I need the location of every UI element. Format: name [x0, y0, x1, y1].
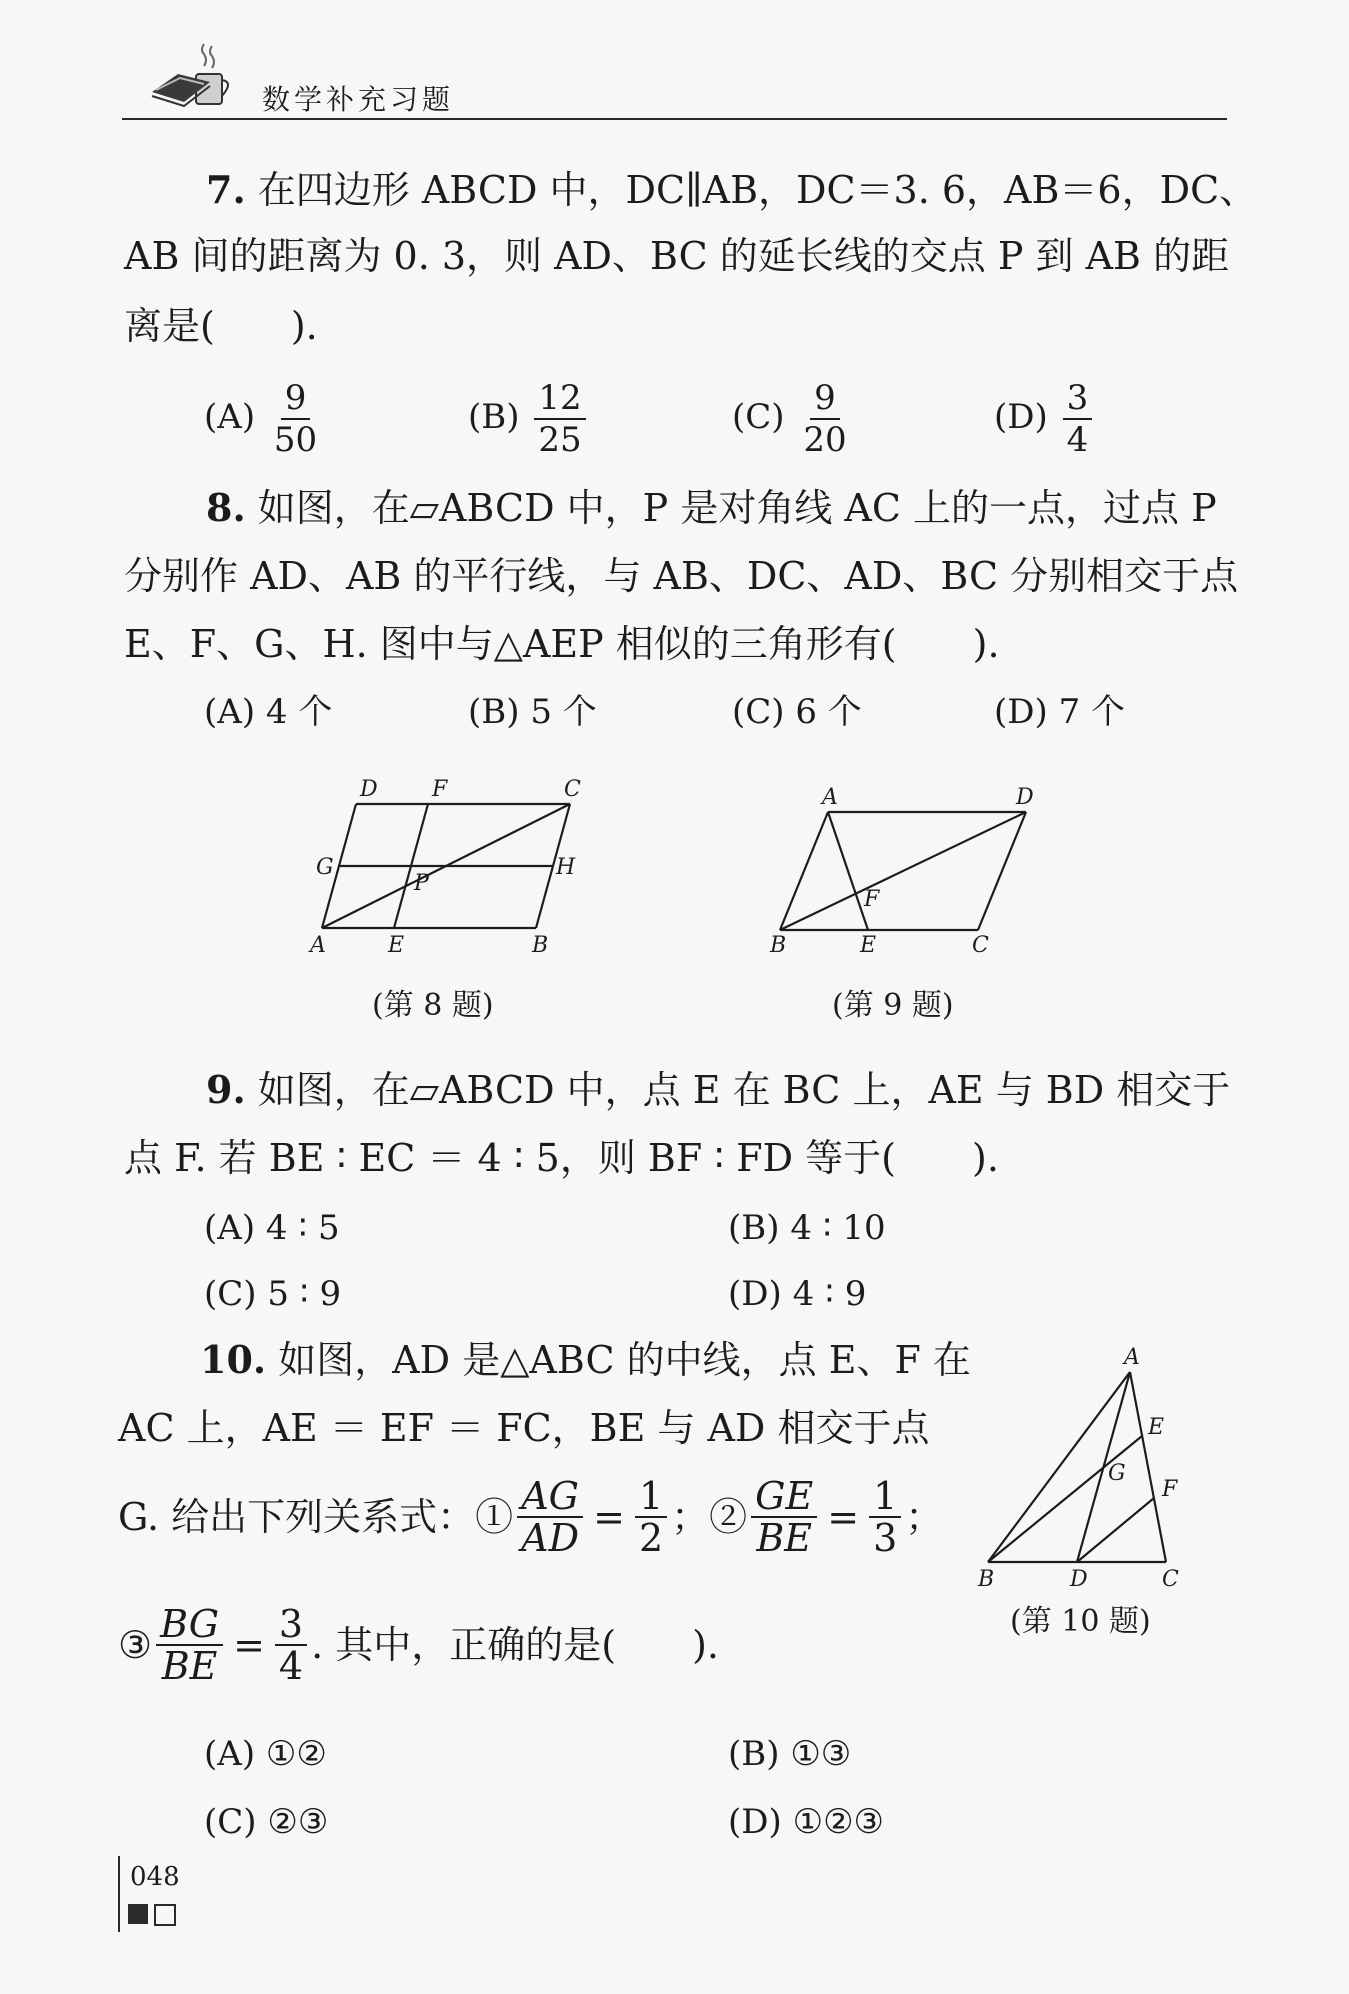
segment-be [988, 1436, 1142, 1562]
figure-q10 [976, 1330, 1206, 1590]
q10-line3: G. 给出下列关系式：① $\frac{AG}{AD}$ = $\frac{1}{2}$ ；② $\frac{GE}{BE}$ = $\frac{1}{3}$ ； [118, 1474, 944, 1560]
q8-option-a: (A) 4 个 [204, 692, 333, 732]
frac-den: BE [161, 1644, 218, 1688]
q10-text-4-pre: ③ [118, 1623, 153, 1667]
q7-option-b [468, 378, 590, 460]
frac-den: 2 [638, 1516, 664, 1560]
frac-den: 20 [803, 420, 847, 460]
q10-text-4-post: . 其中，正确的是( ). [311, 1623, 719, 1667]
point-d: D [1070, 1567, 1088, 1590]
q7-line1 [206, 167, 1258, 212]
frac-num: 12 [534, 378, 585, 420]
frac-den: 50 [273, 420, 318, 460]
q7-number: 7. [206, 167, 246, 212]
fraction-ag-ad [517, 1476, 583, 1558]
frac-num: 1 [635, 1476, 667, 1518]
q10-option-a: (A) ①② [204, 1734, 327, 1774]
point-c: C [1162, 1567, 1179, 1590]
q7-line3: 离是( ). [124, 304, 318, 348]
figure-q8-caption: (第 8 题) [372, 988, 494, 1023]
point-d: D [1016, 785, 1034, 810]
q7-line2: AB 间的距离为 0. 3，则 AD、BC 的延长线的交点 P 到 AB 的距 [124, 234, 1230, 278]
q9-option-d: (D) 4 ∶ 9 [728, 1274, 867, 1314]
point-f: F [432, 777, 448, 802]
point-c: C [972, 933, 989, 958]
q9-option-c: (C) 5 ∶ 9 [204, 1274, 342, 1314]
fraction-ge-be [751, 1476, 817, 1558]
q10-text-semi: ； [905, 1495, 944, 1539]
q9-line1 [206, 1067, 1231, 1112]
q9-option-b: (B) 4 ∶ 10 [728, 1208, 886, 1248]
q8-number: 8. [206, 485, 246, 530]
segment-cd [978, 812, 1026, 930]
option-label: (C) [732, 397, 785, 437]
frac-num: GE [751, 1476, 817, 1518]
q10-line2: AC 上，AE ＝ EF ＝ FC，BE 与 AD 相交于点 [118, 1406, 930, 1450]
q8-option-c: (C) 6 个 [732, 692, 862, 732]
option-label: (D) [994, 397, 1048, 437]
q7-option-a [204, 378, 325, 460]
point-g: G [316, 855, 334, 880]
point-d: D [360, 777, 378, 802]
frac-num: 9 [281, 378, 311, 420]
figure-q8 [300, 770, 620, 960]
q10-text-3: G. 给出下列关系式：① [118, 1495, 514, 1539]
q9-text-1: 如图，在▱ABCD 中，点 E 在 BC 上，AE 与 BD 相交于 [257, 1068, 1231, 1112]
q10-line1 [200, 1337, 971, 1382]
fraction-1-3 [869, 1476, 901, 1558]
footer-filled-square [128, 1904, 148, 1924]
option-label: (A) [204, 397, 256, 437]
frac-num: AG [517, 1476, 583, 1518]
diagonal-bd [780, 812, 1026, 930]
q9-option-a: (A) 4 ∶ 5 [204, 1208, 340, 1248]
frac-num: 9 [810, 378, 840, 420]
q10-number: 10. [200, 1337, 267, 1382]
point-h: H [556, 855, 576, 880]
book-title: 数学补充习题 [262, 83, 455, 116]
point-b: B [978, 1567, 995, 1590]
frac-den: 4 [1066, 420, 1089, 460]
frac-den: BE [756, 1516, 813, 1560]
q8-text-1: 如图，在▱ABCD 中，P 是对角线 AC 上的一点，过点 P [257, 486, 1217, 530]
segment-df [1077, 1498, 1154, 1562]
frac-num: BG [156, 1604, 223, 1646]
q7-option-c [732, 378, 855, 460]
footer-empty-square [154, 1904, 176, 1926]
frac-den: 4 [278, 1644, 304, 1688]
point-p: P [414, 871, 429, 896]
point-e: E [388, 933, 405, 958]
segment-ae [828, 812, 868, 930]
q10-option-c: (C) ②③ [204, 1802, 329, 1842]
q7-text-1: 在四边形 ABCD 中，DC∥AB，DC＝3. 6，AB＝6，DC、 [257, 168, 1258, 212]
figure-q9 [766, 780, 1046, 960]
q10-option-d: (D) ①②③ [728, 1802, 885, 1842]
point-c: C [564, 777, 581, 802]
fraction-bg-be [156, 1604, 223, 1686]
q10-line4: ③ $\frac{BG}{BE}$ = $\frac{3}{4}$ . 其中，正确的是( ). [118, 1602, 719, 1688]
q8-option-b: (B) 5 个 [468, 692, 597, 732]
point-e: E [860, 933, 877, 958]
q8-line2: 分别作 AD、AB 的平行线，与 AB、DC、AD、BC 分别相交于点 [124, 554, 1239, 598]
frac-num: 3 [1063, 378, 1093, 420]
footer-vertical-rule [118, 1856, 120, 1932]
point-f: F [1162, 1477, 1178, 1502]
point-a: A [1124, 1345, 1140, 1370]
q9-number: 9. [206, 1067, 246, 1112]
segment-ac [1130, 1372, 1166, 1562]
page-number: 048 [130, 1862, 180, 1892]
frac-den: AD [521, 1516, 580, 1560]
q8-line1 [206, 485, 1217, 530]
q8-option-d: (D) 7 个 [994, 692, 1126, 732]
point-a: A [310, 933, 326, 958]
books-and-cup-icon [148, 40, 238, 112]
figure-q10-caption: (第 10 题) [1010, 1604, 1151, 1639]
fraction-3-4 [275, 1604, 307, 1686]
q7-option-d [994, 378, 1096, 460]
point-f: F [864, 887, 880, 912]
q10-option-b: (B) ①③ [728, 1734, 852, 1774]
figure-q9-caption: (第 9 题) [832, 988, 954, 1023]
q10-text-1: 如图，AD 是△ABC 的中线，点 E、F 在 [278, 1338, 971, 1382]
point-b: B [532, 933, 549, 958]
q9-line2: 点 F. 若 BE ∶ EC ＝ 4 ∶ 5，则 BF ∶ FD 等于( ). [124, 1136, 999, 1180]
fraction-1-2 [635, 1476, 667, 1558]
q10-text-mid: ；② [671, 1495, 748, 1539]
option-label: (B) [468, 397, 520, 437]
header-divider [122, 118, 1227, 120]
frac-num: 3 [275, 1604, 307, 1646]
q8-line3: E、F、G、H. 图中与△AEP 相似的三角形有( ). [124, 622, 1000, 666]
frac-num: 1 [869, 1476, 901, 1518]
segment-ab [780, 812, 828, 930]
point-g: G [1108, 1461, 1126, 1486]
point-a: A [822, 785, 838, 810]
point-b: B [770, 933, 787, 958]
frac-den: 25 [538, 420, 582, 460]
frac-den: 3 [873, 1516, 898, 1560]
point-e: E [1148, 1415, 1165, 1440]
